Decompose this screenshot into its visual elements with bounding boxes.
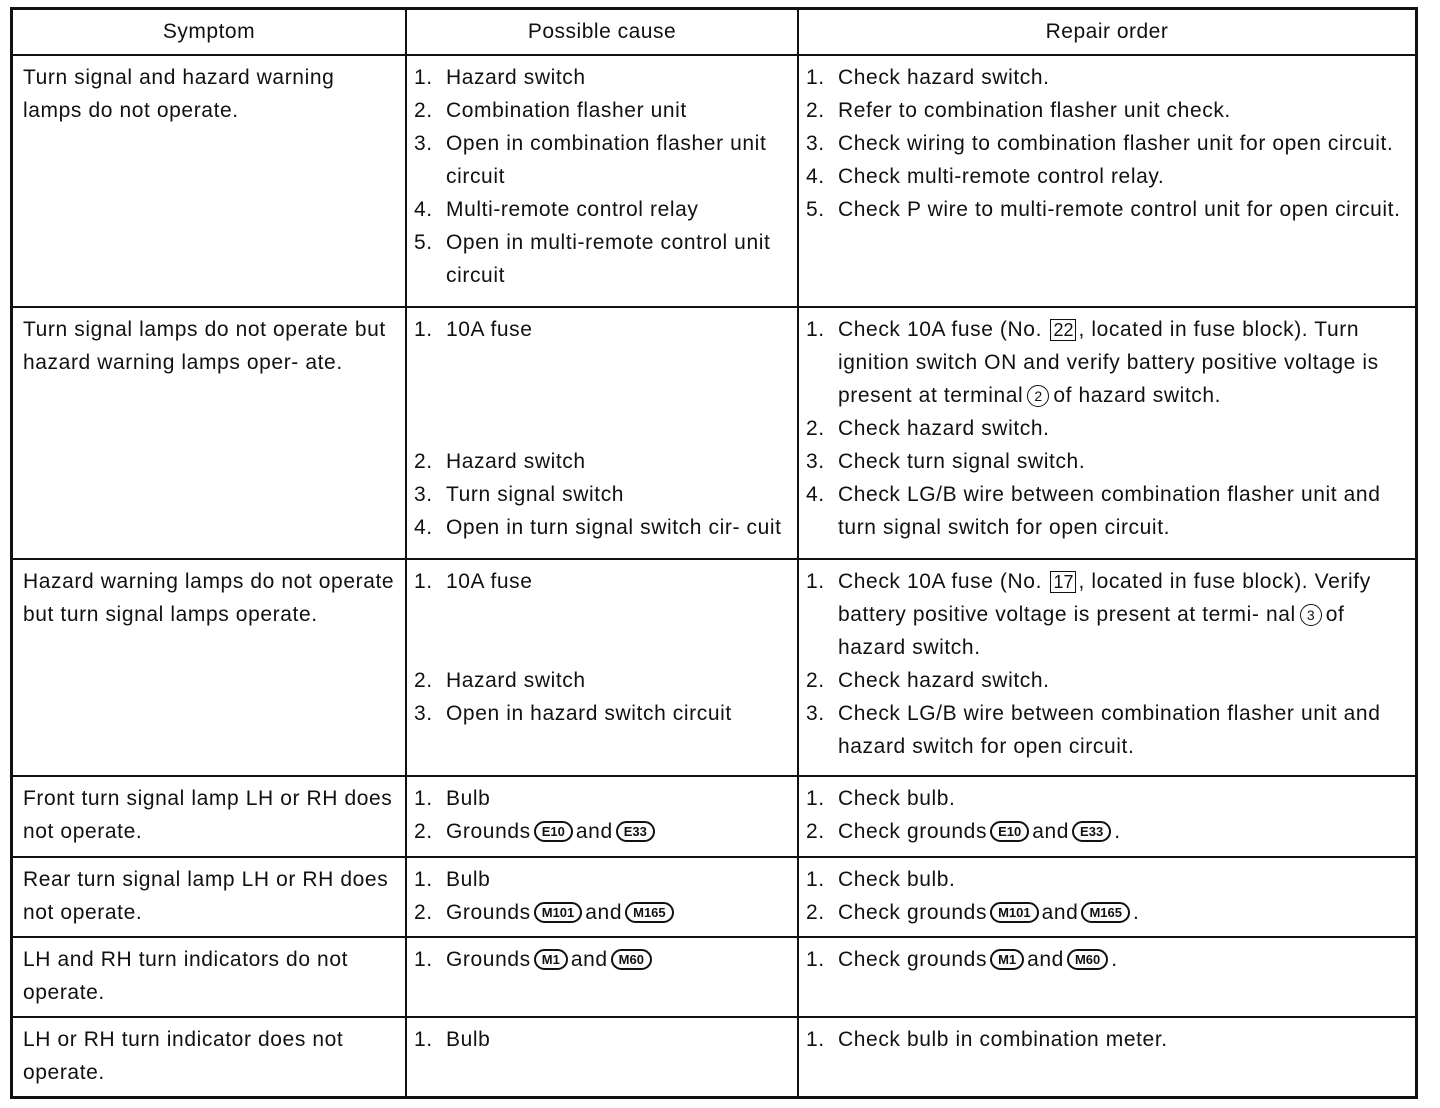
item-number: 2. (806, 820, 825, 844)
repair-text: Check bulb. (838, 867, 956, 891)
repair-cell (798, 55, 1415, 307)
item-number: 2. (414, 449, 433, 473)
cause-item (414, 511, 791, 544)
symptom-cell (13, 307, 406, 559)
symptom-cell (13, 857, 406, 937)
symptom-cell (13, 776, 406, 856)
repair-cell (798, 1017, 1415, 1096)
cause-item (414, 445, 791, 478)
item-number: 4. (414, 198, 433, 221)
item-number: 1. (806, 867, 825, 891)
cause-item (414, 478, 791, 511)
symptom-cell (13, 55, 406, 307)
connector-badge: M60 (1067, 949, 1108, 970)
repair-text: , located in fuse block). Verify battery positive voltage is present at termi- nal (838, 569, 1371, 626)
fuse-number-box: 22 (1050, 319, 1076, 341)
repair-item (806, 445, 1409, 478)
item-number: 3. (414, 132, 433, 155)
cause-text: and (575, 820, 613, 844)
cause-cell (406, 55, 798, 307)
cause-item (414, 193, 791, 226)
repair-text: Check wiring to combination flasher unit for open circuit. (838, 132, 1394, 155)
repair-text: . (1111, 947, 1118, 971)
cause-item (414, 863, 791, 896)
repair-cell (798, 559, 1415, 777)
cause-text: Grounds (446, 947, 531, 971)
cause-item (414, 815, 791, 848)
header-possible-cause: Possible cause (406, 10, 798, 55)
item-number: 2. (414, 99, 433, 122)
repair-text: Check 10A fuse (No. (838, 317, 1042, 341)
cause-text: 10A fuse (446, 317, 533, 341)
symptom-text: Front turn signal lamp LH or RH does not operate. (23, 787, 393, 844)
connector-badge: M1 (534, 949, 568, 970)
symptom-text: Turn signal lamps do not operate but hazard warning lamps oper- ate. (23, 317, 386, 374)
cause-cell (406, 857, 798, 937)
item-number: 1. (806, 1027, 825, 1051)
repair-item (806, 94, 1409, 127)
cause-item (414, 61, 791, 94)
cause-text: Hazard switch (446, 449, 586, 473)
item-number: 4. (806, 165, 825, 188)
table-row (13, 559, 1415, 777)
repair-text: Check hazard switch. (838, 416, 1050, 440)
cause-text: Multi-remote control relay (446, 198, 699, 221)
connector-badge: M60 (611, 949, 652, 970)
item-number: 1. (806, 317, 825, 341)
cause-item (414, 127, 791, 193)
item-number: 1. (414, 787, 433, 811)
symptom-text: Rear turn signal lamp LH or RH does not operate. (23, 867, 389, 924)
connector-badge: E33 (616, 821, 655, 842)
header-symptom: Symptom (13, 10, 406, 55)
repair-text: . (1132, 900, 1140, 924)
repair-item (806, 863, 1409, 896)
cause-text: Bulb (446, 787, 491, 811)
cause-text: Turn signal switch (446, 482, 625, 506)
item-number: 2. (806, 416, 825, 440)
repair-cell (798, 776, 1415, 856)
cause-text: Open in hazard switch circuit (446, 701, 732, 725)
table-row (13, 55, 1415, 307)
table-row (13, 307, 1415, 559)
item-number: 3. (414, 482, 433, 506)
cause-item (414, 943, 791, 976)
item-number: 1. (414, 66, 433, 89)
repair-text: and (1027, 947, 1064, 971)
table-row (13, 937, 1415, 1017)
repair-text: Check hazard switch. (838, 668, 1050, 692)
header-repair-order: Repair order (798, 10, 1415, 55)
connector-badge: M1 (990, 949, 1024, 970)
cause-cell (406, 1017, 798, 1096)
item-number: 2. (414, 820, 433, 844)
item-number: 4. (414, 515, 433, 539)
connector-badge: M165 (1081, 902, 1130, 923)
item-number: 1. (414, 947, 433, 971)
table-row (13, 857, 1415, 937)
repair-text: Check 10A fuse (No. (838, 569, 1042, 593)
item-number: 3. (806, 132, 825, 155)
cause-text: 10A fuse (446, 569, 533, 593)
cause-item (414, 313, 791, 346)
symptom-cell (13, 1017, 406, 1096)
repair-text: Check P wire to multi-remote control unit for open circuit. (838, 198, 1401, 221)
repair-item (806, 193, 1409, 226)
repair-text: Check grounds (838, 947, 988, 971)
item-number: 2. (414, 668, 433, 692)
repair-text: , located in fuse block). Turn ignition switch ON and verify battery positive voltage is present at terminal (838, 317, 1379, 407)
item-number: 1. (414, 867, 433, 891)
item-number: 5. (414, 231, 433, 254)
cause-item (414, 782, 791, 815)
repair-cell (798, 937, 1415, 1017)
item-number: 3. (806, 701, 825, 725)
repair-text: Refer to combination flasher unit check. (838, 99, 1231, 122)
symptom-text: LH or RH turn indicator does not operate. (23, 1027, 344, 1084)
spacer (414, 412, 791, 445)
repair-text: Check bulb in combination meter. (838, 1027, 1168, 1051)
cause-item (414, 226, 791, 292)
connector-badge: M165 (625, 902, 674, 923)
repair-item (806, 896, 1409, 929)
cause-item (414, 664, 791, 697)
table-row (13, 1017, 1415, 1096)
connector-badge: M101 (534, 902, 583, 923)
cause-text: Open in turn signal switch cir- cuit (446, 515, 782, 539)
cause-item (414, 1023, 791, 1056)
cause-text: Grounds (446, 900, 531, 924)
item-number: 1. (806, 66, 825, 89)
cause-text: Bulb (446, 1027, 491, 1051)
item-number: 5. (806, 198, 825, 221)
repair-text: of hazard switch. (838, 602, 1345, 659)
fuse-number-box: 17 (1050, 571, 1076, 593)
repair-text: Check grounds (838, 820, 988, 844)
item-number: 1. (414, 317, 433, 341)
connector-badge: M101 (990, 902, 1039, 923)
cause-cell (406, 559, 798, 777)
terminal-number-circle: 2 (1027, 385, 1049, 407)
spacer (414, 631, 791, 664)
cause-cell (406, 937, 798, 1017)
item-number: 1. (414, 1027, 433, 1051)
spacer (414, 379, 791, 412)
repair-item (806, 478, 1409, 544)
repair-item (806, 782, 1409, 815)
symptom-text: Hazard warning lamps do not operate but turn signal lamps operate. (23, 569, 395, 626)
cause-text: Open in combination flasher unit circuit (446, 132, 767, 188)
terminal-number-circle: 3 (1300, 604, 1322, 626)
item-number: 2. (806, 668, 825, 692)
repair-text: Check turn signal switch. (838, 449, 1086, 473)
repair-item (806, 664, 1409, 697)
cause-text: Hazard switch (446, 66, 586, 89)
repair-text: and (1032, 820, 1070, 844)
symptom-text: LH and RH turn indicators do not operate. (23, 947, 349, 1004)
connector-badge: E33 (1072, 821, 1111, 842)
cause-text: Hazard switch (446, 668, 586, 692)
repair-item (806, 697, 1409, 763)
cause-cell (406, 307, 798, 559)
cause-item (414, 94, 791, 127)
item-number: 4. (806, 482, 825, 506)
repair-item (806, 160, 1409, 193)
symptom-cell (13, 559, 406, 777)
item-number: 1. (414, 569, 433, 593)
cause-text: Grounds (446, 820, 531, 844)
repair-item (806, 815, 1409, 848)
repair-text: . (1114, 820, 1121, 844)
table-row (13, 776, 1415, 856)
repair-text: and (1041, 900, 1079, 924)
cause-text: Combination flasher unit (446, 99, 687, 122)
item-number: 2. (806, 99, 825, 122)
repair-item (806, 565, 1409, 664)
item-number: 1. (806, 569, 825, 593)
spacer (414, 598, 791, 631)
repair-text: Check LG/B wire between combination flasher unit and hazard switch for open circuit. (838, 701, 1381, 758)
cause-item (414, 896, 791, 929)
item-number: 1. (806, 787, 825, 811)
cause-text: and (570, 947, 608, 971)
troubleshooting-table-frame (10, 7, 1418, 1099)
cause-text: and (585, 900, 623, 924)
connector-badge: E10 (534, 821, 573, 842)
repair-item (806, 61, 1409, 94)
repair-item (806, 313, 1409, 412)
connector-badge: E10 (990, 821, 1029, 842)
cause-item (414, 565, 791, 598)
header-row (13, 10, 1415, 55)
repair-cell (798, 307, 1415, 559)
repair-text: Check bulb. (838, 787, 956, 811)
repair-item (806, 1023, 1409, 1056)
item-number: 2. (414, 900, 433, 924)
repair-text: Check hazard switch. (838, 66, 1050, 89)
repair-cell (798, 857, 1415, 937)
cause-cell (406, 776, 798, 856)
item-number: 3. (414, 701, 433, 725)
repair-text: Check LG/B wire between combination flasher unit and turn signal switch for open circuit. (838, 482, 1381, 539)
spacer (414, 346, 791, 379)
cause-text: Bulb (446, 867, 491, 891)
item-number: 3. (806, 449, 825, 473)
symptom-cell (13, 937, 406, 1017)
repair-item (806, 412, 1409, 445)
repair-item (806, 127, 1409, 160)
repair-text: Check multi-remote control relay. (838, 165, 1165, 188)
cause-text: Open in multi-remote control unit circuit (446, 231, 771, 287)
troubleshooting-table (13, 10, 1415, 1096)
cause-item (414, 697, 791, 730)
item-number: 2. (806, 900, 825, 924)
repair-text: of hazard switch. (1053, 383, 1222, 407)
repair-text: Check grounds (838, 900, 988, 924)
item-number: 1. (806, 947, 825, 971)
repair-item (806, 943, 1409, 976)
symptom-text: Turn signal and hazard warning lamps do not operate. (23, 66, 335, 122)
